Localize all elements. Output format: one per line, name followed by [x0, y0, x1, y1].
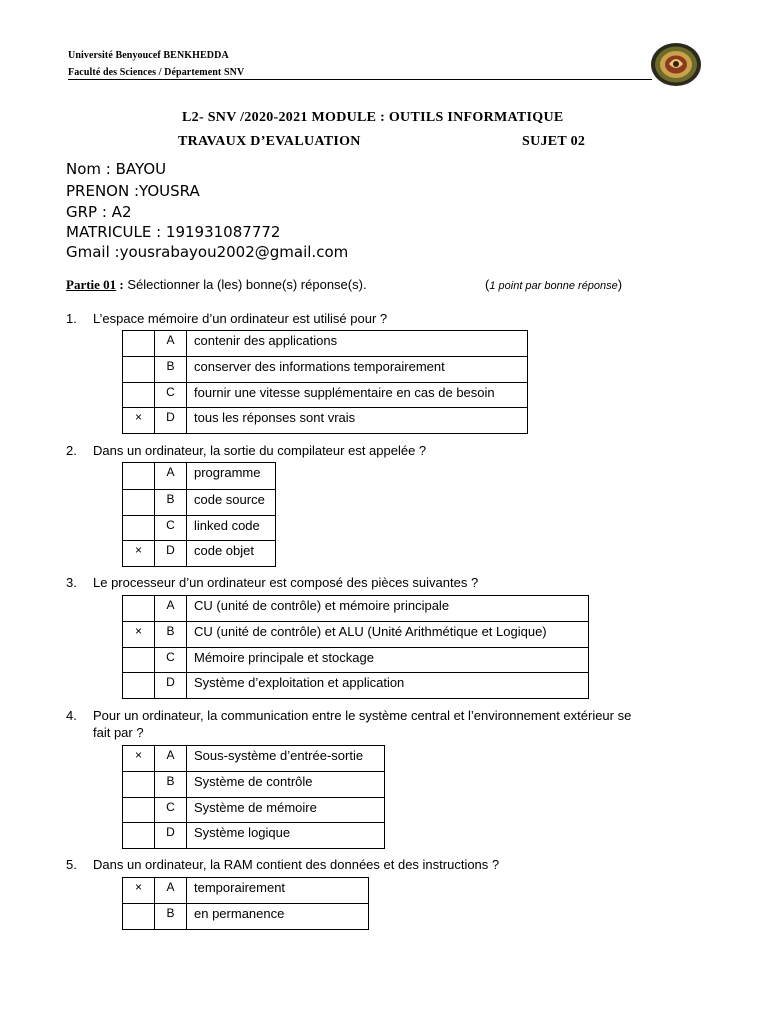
answer-letter: D: [155, 673, 187, 699]
answer-checkbox[interactable]: [123, 823, 155, 849]
answer-text: tous les réponses sont vrais: [187, 408, 528, 434]
student-prenom: PRENON :YOUSRA: [66, 182, 200, 200]
answer-letter: C: [155, 798, 187, 823]
answer-table: [122, 595, 589, 699]
university-name: Université Benyoucef BENKHEDDA: [68, 50, 229, 61]
answer-letter: B: [155, 357, 187, 383]
answer-text: linked code: [187, 516, 276, 541]
answer-letter: C: [155, 383, 187, 408]
answer-letter: B: [155, 622, 187, 648]
answer-checkbox[interactable]: [123, 596, 155, 622]
partie-instruction: Sélectionner la (les) bonne(s) réponse(s).: [127, 277, 367, 292]
answer-checkbox[interactable]: [123, 331, 155, 357]
question-text-continued: fait par ?: [93, 725, 144, 740]
answer-text: temporairement: [187, 878, 369, 904]
answer-text: contenir des applications: [187, 331, 528, 357]
answer-row[interactable]: [123, 648, 589, 673]
answer-row[interactable]: [123, 772, 385, 798]
answer-text: fournir une vitesse supplémentaire en cas de besoin: [187, 383, 528, 408]
answer-text: Sous-système d’entrée-sortie: [187, 746, 385, 772]
answer-text: Système d’exploitation et application: [187, 673, 589, 699]
answer-row[interactable]: [123, 383, 528, 408]
answer-row[interactable]: [123, 357, 528, 383]
answer-text: conserver des informations temporairement: [187, 357, 528, 383]
answer-checkbox[interactable]: [123, 516, 155, 541]
answer-table: [122, 745, 385, 849]
answer-checkbox[interactable]: [123, 357, 155, 383]
answer-checkbox[interactable]: ×: [123, 622, 155, 648]
answer-row[interactable]: [123, 541, 276, 567]
answer-row[interactable]: [123, 878, 369, 904]
points-text: 1 point par bonne réponse: [489, 280, 618, 292]
partie-heading: [66, 277, 367, 293]
answer-text: en permanence: [187, 904, 369, 930]
answer-table: [122, 330, 528, 434]
answer-text: CU (unité de contrôle) et mémoire principale: [187, 596, 589, 622]
answer-letter: B: [155, 772, 187, 798]
answer-row[interactable]: [123, 904, 369, 930]
question-text: Pour un ordinateur, la communication entre le système central et l’environnement extérieur se: [93, 708, 632, 723]
partie-separator: :: [116, 277, 124, 292]
answer-letter: A: [155, 596, 187, 622]
answer-text: Système de mémoire: [187, 798, 385, 823]
answer-letter: D: [155, 408, 187, 434]
evaluation-title: TRAVAUX D’EVALUATION: [178, 134, 361, 149]
question-number: 2.: [66, 443, 77, 458]
answer-text: CU (unité de contrôle) et ALU (Unité Arithmétique et Logique): [187, 622, 589, 648]
answer-letter: A: [155, 463, 187, 490]
answer-checkbox[interactable]: ×: [123, 541, 155, 567]
answer-letter: C: [155, 648, 187, 673]
answer-row[interactable]: [123, 463, 276, 490]
question-number: 3.: [66, 575, 77, 590]
answer-checkbox[interactable]: [123, 798, 155, 823]
answer-letter: B: [155, 904, 187, 930]
question-text: Dans un ordinateur, la sortie du compilateur est appelée ?: [93, 443, 427, 458]
header-rule: [68, 79, 652, 80]
answer-text: Système de contrôle: [187, 772, 385, 798]
answer-row[interactable]: [123, 490, 276, 516]
points-close: ): [617, 277, 623, 292]
faculty-name: Faculté des Sciences / Département SNV: [68, 67, 245, 78]
answer-text: programme: [187, 463, 276, 490]
partie-label: Partie 01: [66, 277, 117, 292]
question-number: 1.: [66, 311, 77, 326]
answer-letter: B: [155, 490, 187, 516]
answer-checkbox[interactable]: [123, 490, 155, 516]
answer-row[interactable]: [123, 596, 589, 622]
answer-letter: D: [155, 823, 187, 849]
answer-checkbox[interactable]: ×: [123, 746, 155, 772]
answer-checkbox[interactable]: [123, 648, 155, 673]
question-number: 5.: [66, 857, 77, 872]
student-group: GRP : A2: [66, 203, 132, 221]
student-matricule: MATRICULE : 191931087772: [66, 223, 281, 241]
points-open: (: [485, 277, 490, 292]
answer-checkbox[interactable]: [123, 673, 155, 699]
student-nom: Nom : BAYOU: [66, 160, 167, 178]
answer-checkbox[interactable]: [123, 904, 155, 930]
answer-checkbox[interactable]: [123, 463, 155, 490]
answer-table: [122, 462, 276, 567]
answer-letter: A: [155, 746, 187, 772]
answer-table: [122, 877, 369, 930]
answer-checkbox[interactable]: ×: [123, 878, 155, 904]
answer-text: code source: [187, 490, 276, 516]
answer-row[interactable]: [123, 673, 589, 699]
answer-row[interactable]: [123, 823, 385, 849]
answer-row[interactable]: [123, 746, 385, 772]
answer-text: code objet: [187, 541, 276, 567]
answer-letter: D: [155, 541, 187, 567]
answer-letter: A: [155, 331, 187, 357]
question-text: Dans un ordinateur, la RAM contient des données et des instructions ?: [93, 857, 500, 872]
answer-row[interactable]: [123, 331, 528, 357]
question-number: 4.: [66, 708, 77, 723]
answer-row[interactable]: [123, 622, 589, 648]
subject-number: SUJET 02: [522, 134, 586, 149]
student-gmail: Gmail :yousrabayou2002@gmail.com: [66, 243, 349, 261]
module-title: L2- SNV /2020-2021 MODULE : OUTILS INFORMATIQUE: [182, 110, 564, 125]
question-text: Le processeur d’un ordinateur est composé des pièces suivantes ?: [93, 575, 479, 590]
answer-text: Mémoire principale et stockage: [187, 648, 589, 673]
answer-checkbox[interactable]: ×: [123, 408, 155, 434]
points-note: [485, 277, 622, 292]
answer-checkbox[interactable]: [123, 383, 155, 408]
university-seal-icon: [650, 42, 702, 87]
answer-letter: C: [155, 516, 187, 541]
answer-checkbox[interactable]: [123, 772, 155, 798]
answer-row[interactable]: [123, 798, 385, 823]
question-text: L’espace mémoire d’un ordinateur est utilisé pour ?: [93, 311, 388, 326]
answer-row[interactable]: [123, 408, 528, 434]
answer-row[interactable]: [123, 516, 276, 541]
answer-letter: A: [155, 878, 187, 904]
answer-text: Système logique: [187, 823, 385, 849]
